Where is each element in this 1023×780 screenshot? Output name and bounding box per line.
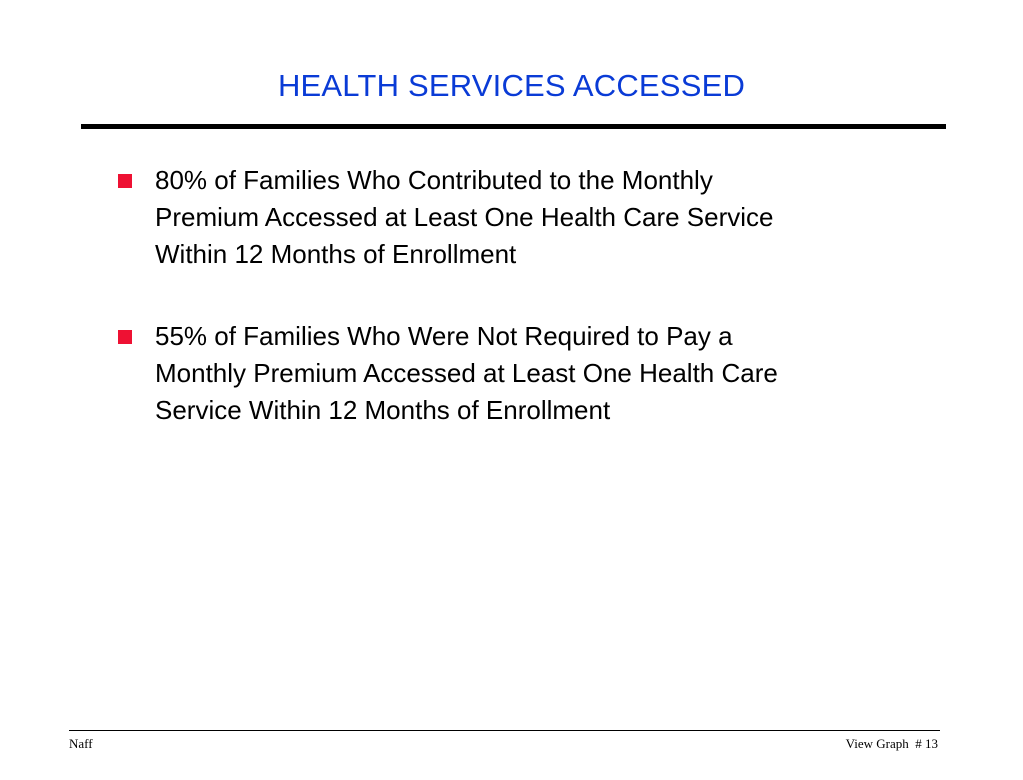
bullet-line: Within 12 Months of Enrollment [155, 239, 517, 269]
title-divider [81, 124, 946, 129]
bullet-list [118, 162, 918, 429]
bullet-item [118, 162, 918, 273]
footer-page-label: View Graph # 13 [845, 736, 938, 751]
square-bullet-icon [118, 330, 132, 344]
bullet-line: Service Within 12 Months of Enrollment [155, 395, 611, 425]
bullet-line: 55% of Families Who Were Not Required to Pay a [155, 321, 733, 351]
bullet-line: 80% of Families Who Contributed to the Monthly [155, 165, 713, 195]
bullet-item [118, 318, 918, 429]
slide-title: HEALTH SERVICES ACCESSED [277, 68, 746, 103]
square-bullet-icon [118, 174, 132, 188]
footer-divider [69, 730, 940, 731]
bullet-line: Premium Accessed at Least One Health Care Service [155, 202, 774, 232]
footer-author: Naff [69, 736, 93, 751]
bullet-line: Monthly Premium Accessed at Least One Health Care [155, 358, 778, 388]
